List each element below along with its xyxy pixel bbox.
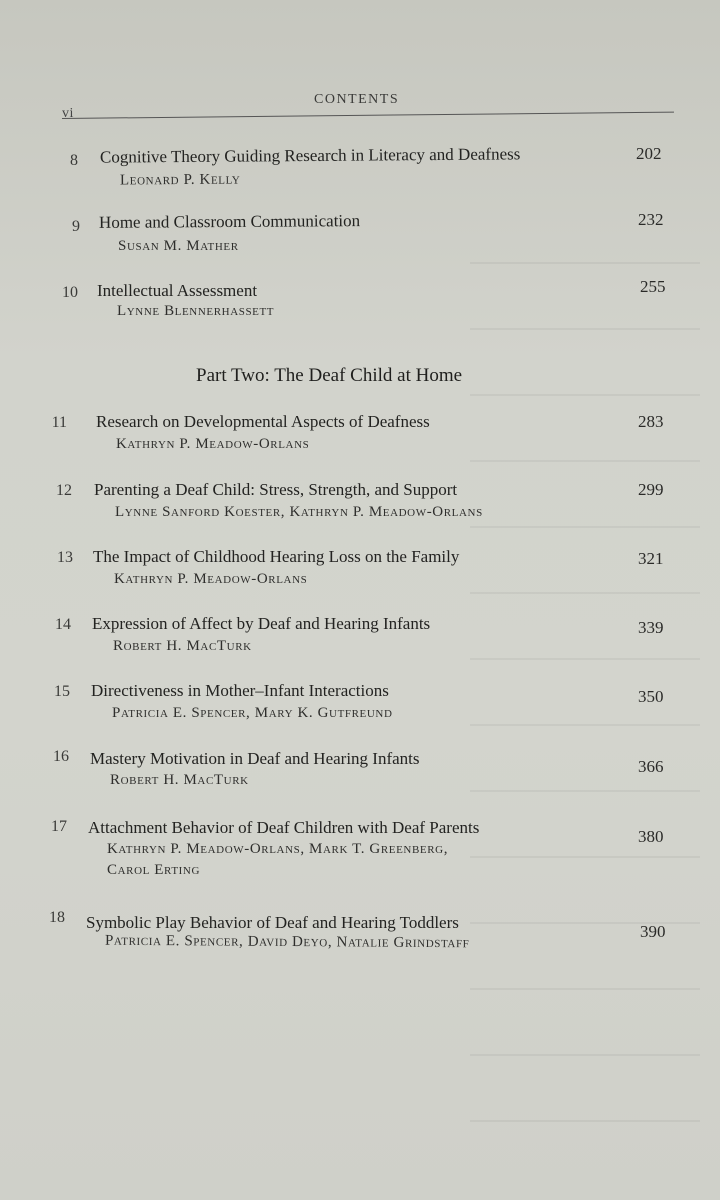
chapter-title: Home and Classroom Communication — [98, 211, 361, 232]
page-number: 380 — [638, 827, 664, 846]
chapter-title: Symbolic Play Behavior of Deaf and Hearing Toddlers — [86, 913, 459, 932]
chapter-author: Carol Erting — [107, 862, 201, 878]
chapter-author: Lynne Sanford Koester, Kathryn P. Meadow-Orlans — [115, 504, 483, 520]
page-number: 390 — [640, 922, 666, 941]
page-number: 232 — [638, 210, 664, 229]
chapter-number: 9 — [72, 218, 80, 235]
chapter-author: Kathryn P. Meadow-Orlans — [116, 436, 310, 452]
chapter-title: Attachment Behavior of Deaf Children with Deaf Parents — [88, 818, 480, 837]
chapter-title: Directiveness in Mother–Infant Interactions — [91, 681, 389, 700]
page-number: 350 — [638, 687, 664, 706]
chapter-title: Intellectual Assessment — [97, 281, 258, 300]
chapter-number: 13 — [57, 549, 73, 566]
chapter-author: Robert H. MacTurk — [110, 772, 249, 788]
bleed-through-text — [470, 240, 700, 1140]
chapter-title: Expression of Affect by Deaf and Hearing Infants — [92, 614, 431, 633]
chapter-author: Lynne Blennerhassett — [117, 303, 275, 319]
chapter-number: 17 — [51, 818, 67, 835]
chapter-author: Patricia E. Spencer, David Deyo, Natalie Grindstaff — [104, 932, 470, 952]
page-number: 339 — [638, 618, 664, 637]
chapter-number: 18 — [49, 909, 65, 926]
chapter-title: Cognitive Theory Guiding Research in Literacy and Deafness — [99, 144, 521, 167]
chapter-number: 11 — [51, 414, 67, 431]
chapter-author: Robert H. MacTurk — [113, 638, 252, 654]
chapter-author: Susan M. Mather — [118, 238, 239, 254]
chapter-author: Leonard P. Kelly — [119, 171, 241, 189]
chapter-author: Kathryn P. Meadow-Orlans — [114, 571, 308, 587]
page-number: 202 — [636, 144, 662, 163]
page-folio: vi — [62, 106, 74, 121]
running-head-title: CONTENTS — [314, 92, 400, 107]
chapter-title: The Impact of Childhood Hearing Loss on the Family — [93, 547, 460, 566]
chapter-title: Research on Developmental Aspects of Deafness — [96, 412, 430, 431]
chapter-number: 16 — [53, 748, 69, 765]
part-heading: Part Two: The Deaf Child at Home — [196, 365, 463, 386]
page-number: 255 — [640, 277, 666, 296]
chapter-number: 15 — [54, 683, 70, 700]
page-number: 321 — [638, 549, 664, 568]
chapter-title: Mastery Motivation in Deaf and Hearing Infants — [90, 749, 420, 768]
page-number: 299 — [638, 480, 664, 499]
chapter-author: Patricia E. Spencer, Mary K. Gutfreund — [112, 705, 393, 721]
chapter-author: Kathryn P. Meadow-Orlans, Mark T. Greenberg, — [107, 841, 449, 857]
page-number: 283 — [638, 412, 664, 431]
chapter-number: 8 — [70, 152, 78, 169]
chapter-number: 10 — [62, 284, 78, 301]
chapter-number: 12 — [56, 482, 72, 499]
chapter-number: 14 — [55, 616, 71, 633]
page-number: 366 — [638, 757, 664, 776]
chapter-title: Parenting a Deaf Child: Stress, Strength, and Support — [94, 480, 458, 499]
